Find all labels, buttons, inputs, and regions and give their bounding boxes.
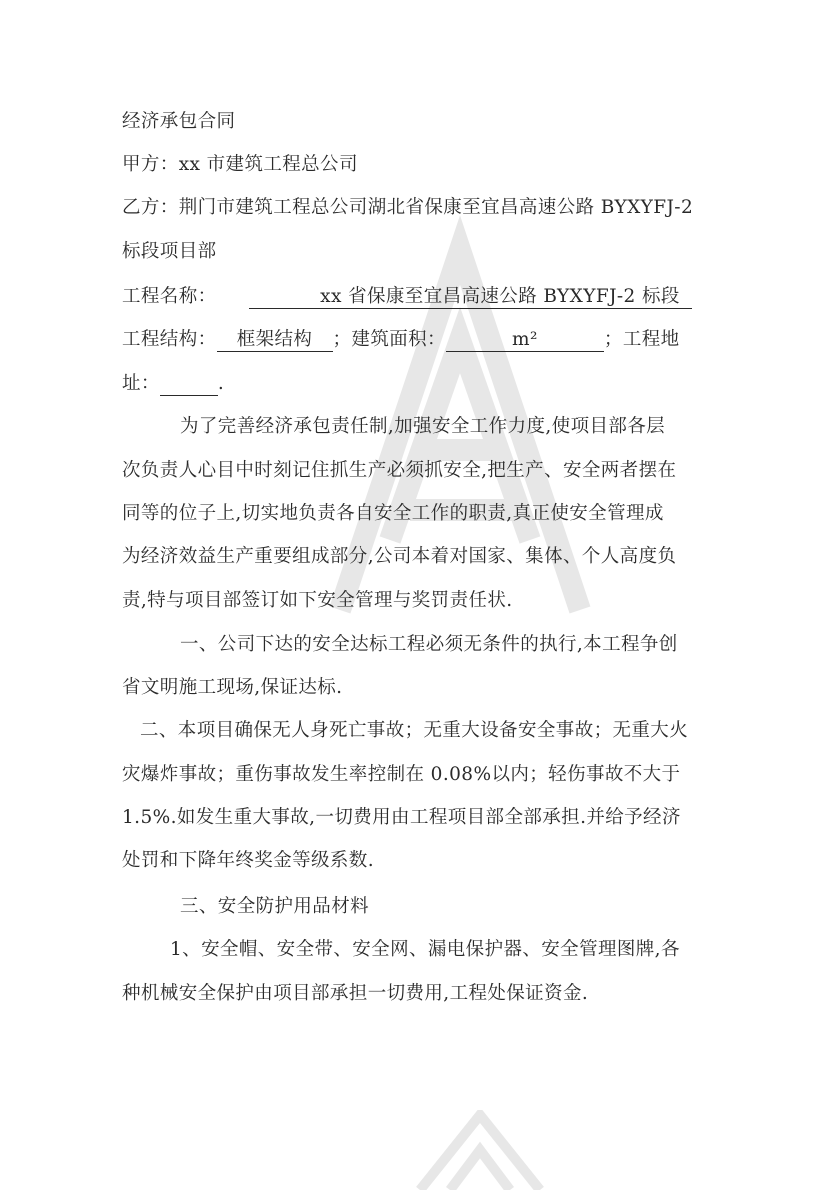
paragraph-line: 为了完善经济承包责任制,加强安全工作力度,使项目部各层 bbox=[180, 416, 666, 437]
clause-1-line: 一、公司下达的安全达标工程必须无条件的执行,本工程争创 bbox=[180, 634, 678, 655]
area-label: ；建筑面积： bbox=[332, 329, 446, 350]
party-b-line-2: 标段项目部 bbox=[122, 241, 217, 262]
paragraph-line: 责,特与项目部签订如下安全管理与奖罚责任状. bbox=[122, 590, 513, 611]
project-name-label: 工程名称： bbox=[122, 286, 217, 307]
clause-2-line: 灾爆炸事故；重伤事故发生率控制在 0.08%以内；轻伤事故不大于 bbox=[122, 764, 681, 785]
structure-field: 框架结构 bbox=[217, 329, 333, 352]
project-name-field bbox=[249, 286, 692, 309]
watermark-logo-icon bbox=[400, 1110, 560, 1190]
paragraph-line: 为经济效益生产重要组成部分,公司本着对国家、集体、个人高度负 bbox=[122, 546, 677, 567]
party-a: 甲方：xx 市建筑工程总公司 bbox=[122, 154, 358, 175]
project-name-value: xx 省保康至宜昌高速公路 BYXYFJ-2 标段 bbox=[320, 286, 680, 307]
address-label: 址： bbox=[122, 373, 160, 394]
clause-3-item-1: 种机械安全保护由项目部承担一切费用,工程处保证资金. bbox=[122, 983, 589, 1004]
paragraph-line: 次负责人心目中时刻记住抓生产必须抓安全,把生产、安全两者摆在 bbox=[122, 460, 677, 481]
party-b-line-1: 乙方：荆门市建筑工程总公司湖北省保康至宜昌高速公路 BYXYFJ-2 bbox=[122, 197, 694, 218]
clause-2-line: 处罚和下降年终奖金等级系数. bbox=[122, 850, 374, 871]
clause-2-line: 1.5%.如发生重大事故,一切费用由工程项目部全部承担.并给予经济 bbox=[122, 807, 681, 828]
address-row bbox=[122, 372, 224, 396]
contract-title: 经济承包合同 bbox=[122, 111, 236, 132]
project-name-row bbox=[122, 285, 692, 309]
address-field bbox=[160, 373, 218, 396]
paragraph-line: 同等的位子上,切实地负责各自安全工作的职责,真正使安全管理成 bbox=[122, 503, 664, 524]
address-label-start: ；工程地 bbox=[603, 329, 680, 350]
area-field: m² bbox=[446, 329, 604, 352]
structure-row bbox=[122, 328, 680, 352]
clause-2-line: 二、本项目确保无人身死亡事故；无重大设备安全事故；无重大火 bbox=[140, 720, 689, 741]
address-end: . bbox=[217, 373, 225, 394]
structure-label: 工程结构： bbox=[122, 329, 217, 350]
clause-3-heading: 三、安全防护用品材料 bbox=[180, 896, 370, 917]
clause-3-item-1: 1、安全帽、安全带、安全网、漏电保护器、安全管理图牌,各 bbox=[170, 939, 680, 960]
clause-1-line: 省文明施工现场,保证达标. bbox=[122, 677, 343, 698]
